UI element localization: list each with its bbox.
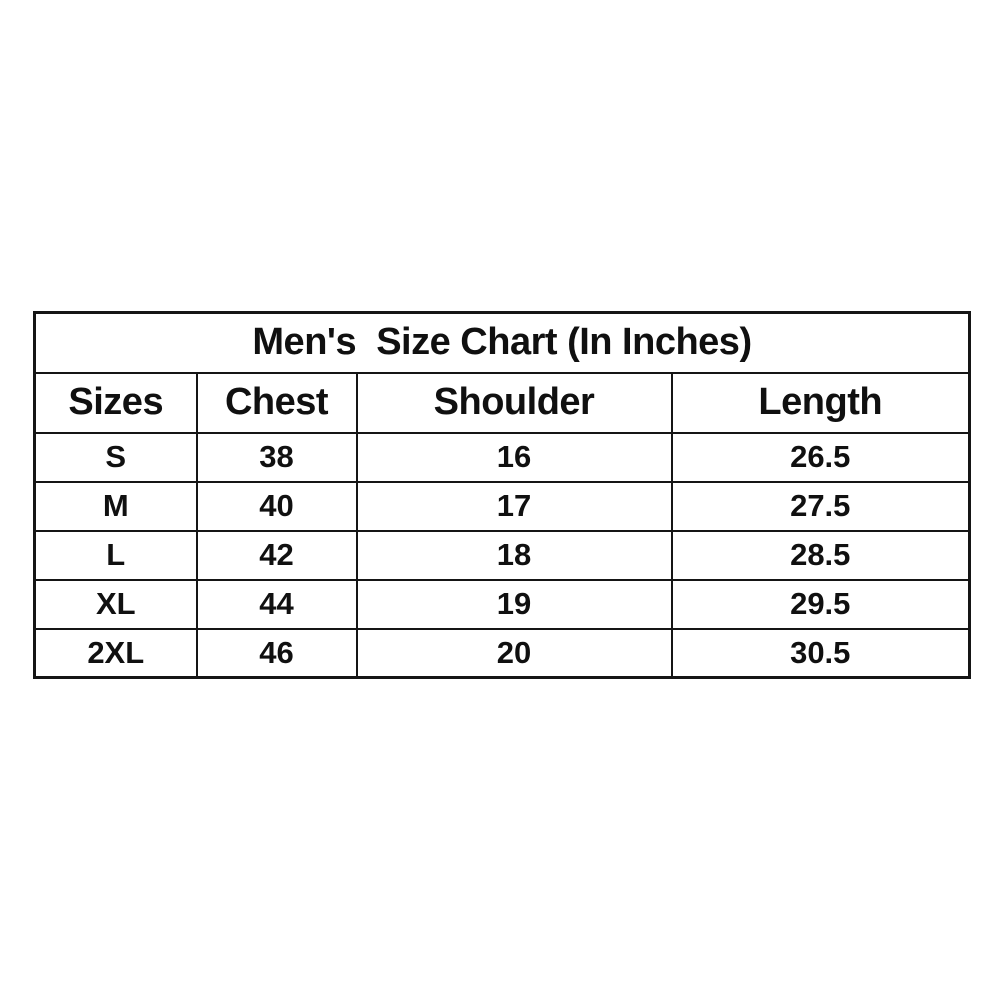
length-value: 28.5 (672, 531, 970, 580)
shoulder-value: 18 (357, 531, 672, 580)
shoulder-value: 16 (357, 433, 672, 482)
table-row-xl (35, 580, 970, 629)
table-row-l (35, 531, 970, 580)
column-header-length: Length (672, 373, 970, 433)
chest-value: 38 (197, 433, 357, 482)
length-value: 27.5 (672, 482, 970, 531)
column-header-sizes: Sizes (35, 373, 197, 433)
title-row (35, 313, 970, 373)
size-label: S (35, 433, 197, 482)
chest-value: 46 (197, 629, 357, 678)
size-label: L (35, 531, 197, 580)
size-label: XL (35, 580, 197, 629)
length-value: 26.5 (672, 433, 970, 482)
table-row-s (35, 433, 970, 482)
shoulder-value: 19 (357, 580, 672, 629)
mens-size-chart-table (33, 311, 971, 679)
chest-value: 42 (197, 531, 357, 580)
shoulder-value: 20 (357, 629, 672, 678)
size-label: 2XL (35, 629, 197, 678)
chest-value: 40 (197, 482, 357, 531)
column-header-chest: Chest (197, 373, 357, 433)
length-value: 29.5 (672, 580, 970, 629)
column-header-shoulder: Shoulder (357, 373, 672, 433)
length-value: 30.5 (672, 629, 970, 678)
table-title: Men's Size Chart (In Inches) (35, 313, 970, 373)
shoulder-value: 17 (357, 482, 672, 531)
size-chart-container (33, 311, 971, 679)
header-row (35, 373, 970, 433)
chest-value: 44 (197, 580, 357, 629)
table-row-2xl (35, 629, 970, 678)
table-row-m (35, 482, 970, 531)
size-label: M (35, 482, 197, 531)
